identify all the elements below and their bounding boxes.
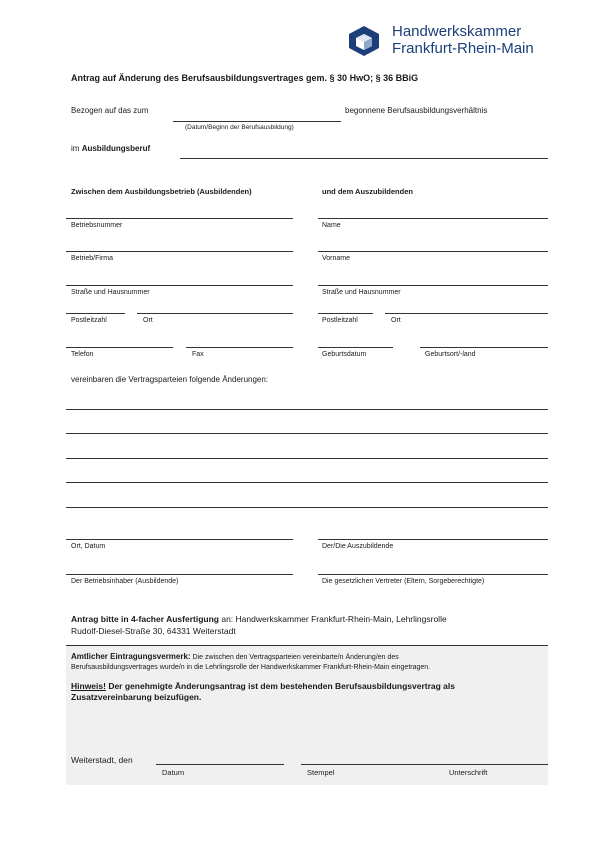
hinweis-line1 bbox=[71, 681, 455, 691]
azubi-sign-line[interactable] bbox=[318, 539, 548, 540]
betrieb-line[interactable] bbox=[66, 251, 293, 252]
name-label: Name bbox=[322, 222, 341, 229]
telefon-line[interactable] bbox=[66, 347, 173, 348]
changes-label: vereinbaren die Vertragsparteien folgende Änderungen: bbox=[71, 375, 269, 384]
beruf-line[interactable] bbox=[180, 158, 548, 159]
left-party-heading: Zwischen dem Ausbildungsbetrieb (Ausbildenden) bbox=[71, 187, 252, 196]
plz-left-line[interactable] bbox=[66, 313, 125, 314]
telefon-label: Telefon bbox=[71, 351, 94, 358]
beginn-date-line[interactable] bbox=[173, 121, 341, 122]
geburtsort-label: Geburtsort/-land bbox=[425, 351, 476, 358]
strasse-left-line[interactable] bbox=[66, 285, 293, 286]
official-text1: Die zwischen den Vertragsparteien vereinbarte/n Änderung/en des bbox=[190, 654, 399, 661]
vorname-line[interactable] bbox=[318, 251, 548, 252]
plz-left-label: Postleitzahl bbox=[71, 317, 107, 324]
fax-line[interactable] bbox=[186, 347, 293, 348]
ort-right-label: Ort bbox=[391, 317, 401, 324]
hinweis-label: Hinweis! bbox=[71, 681, 106, 691]
official-datum-line[interactable] bbox=[156, 764, 284, 765]
betriebsnummer-label: Betriebsnummer bbox=[71, 222, 123, 229]
hinweis-text2: Zusatzvereinbarung beizufügen. bbox=[71, 692, 202, 702]
fax-label: Fax bbox=[192, 351, 204, 358]
ort-datum-label: Ort, Datum bbox=[71, 543, 106, 550]
official-heading: Amtlicher Eintragungsvermerk: bbox=[71, 652, 191, 661]
strasse-right-line[interactable] bbox=[318, 285, 548, 286]
azubi-label: Der/Die Auszubildende bbox=[322, 543, 394, 550]
betrieb-label: Betrieb/Firma bbox=[71, 255, 114, 262]
change-line-4[interactable] bbox=[66, 482, 548, 483]
strasse-right-label: Straße und Hausnummer bbox=[322, 289, 401, 296]
vorname-label: Vorname bbox=[322, 255, 351, 262]
ort-left-label: Ort bbox=[143, 317, 153, 324]
org-name-line1: Handwerkskammer bbox=[392, 23, 522, 40]
vertreter-sign-line[interactable] bbox=[318, 574, 548, 575]
betriebsinhaber-label: Der Betriebsinhaber (Ausbildende) bbox=[71, 578, 179, 585]
im-text: im bbox=[71, 144, 80, 153]
official-unterschrift-label: Unterschrift bbox=[449, 768, 488, 777]
plz-right-line[interactable] bbox=[318, 313, 373, 314]
official-text2: Berufsausbildungsvertrages wurde/n in die Lehrlingsrolle der Handwerkskammer Frankfurt-Rhein-Main eingetragen. bbox=[71, 664, 431, 671]
ort-right-line[interactable] bbox=[385, 313, 548, 314]
change-line-2[interactable] bbox=[66, 433, 548, 434]
logo bbox=[348, 25, 380, 57]
official-box-top-line bbox=[66, 645, 548, 646]
betriebsinhaber-sign-line[interactable] bbox=[66, 574, 293, 575]
official-datum-label: Datum bbox=[162, 768, 185, 777]
begonnene-label: begonnene Berufsausbildungsverhältnis bbox=[345, 106, 488, 115]
right-party-heading: und dem Auszubildenden bbox=[322, 187, 413, 196]
strasse-left-label: Straße und Hausnummer bbox=[71, 289, 150, 296]
im-label bbox=[71, 144, 150, 153]
bezogen-label: Bezogen auf das zum bbox=[71, 106, 149, 115]
change-line-5[interactable] bbox=[66, 507, 548, 508]
ort-datum-line[interactable] bbox=[66, 539, 293, 540]
geburtsdatum-line[interactable] bbox=[318, 347, 393, 348]
hinweis-text1: Der genehmigte Änderungsantrag ist dem bestehenden Berufsausbildungsvertrag als bbox=[105, 681, 456, 691]
geburtsort-line[interactable] bbox=[420, 347, 548, 348]
beruf-text: Ausbildungsberuf bbox=[81, 144, 151, 153]
change-line-1[interactable] bbox=[66, 409, 548, 410]
name-line[interactable] bbox=[318, 218, 548, 219]
hwk-cube-logo-icon bbox=[348, 25, 380, 57]
geburtsdatum-label: Geburtsdatum bbox=[322, 351, 367, 358]
betriebsnummer-line[interactable] bbox=[66, 218, 293, 219]
official-line1 bbox=[71, 652, 399, 661]
org-name-line2: Frankfurt-Rhein-Main bbox=[392, 40, 534, 57]
submission-bold: Antrag bitte in 4-facher Ausfertigung bbox=[71, 614, 219, 624]
vertreter-label: Die gesetzlichen Vertreter (Eltern, Sorgeberechtigte) bbox=[322, 578, 485, 585]
plz-right-label: Postleitzahl bbox=[322, 317, 358, 324]
ort-left-line[interactable] bbox=[137, 313, 293, 314]
datum-hint: (Datum/Beginn der Berufsausbildung) bbox=[185, 124, 294, 131]
weiterstadt-label: Weiterstadt, den bbox=[71, 755, 133, 765]
submission-rest: an: Handwerkskammer Frankfurt-Rhein-Main, Lehrlingsrolle bbox=[218, 614, 447, 624]
official-stempel-label: Stempel bbox=[307, 768, 335, 777]
submission-line1 bbox=[71, 614, 447, 624]
change-line-3[interactable] bbox=[66, 458, 548, 459]
official-sign-line[interactable] bbox=[301, 764, 548, 765]
form-title: Antrag auf Änderung des Berufsausbildungsvertrages gem. § 30 HwO; § 36 BBiG bbox=[71, 73, 419, 83]
submission-line2: Rudolf-Diesel-Straße 30, 64331 Weiterstadt bbox=[71, 626, 236, 636]
